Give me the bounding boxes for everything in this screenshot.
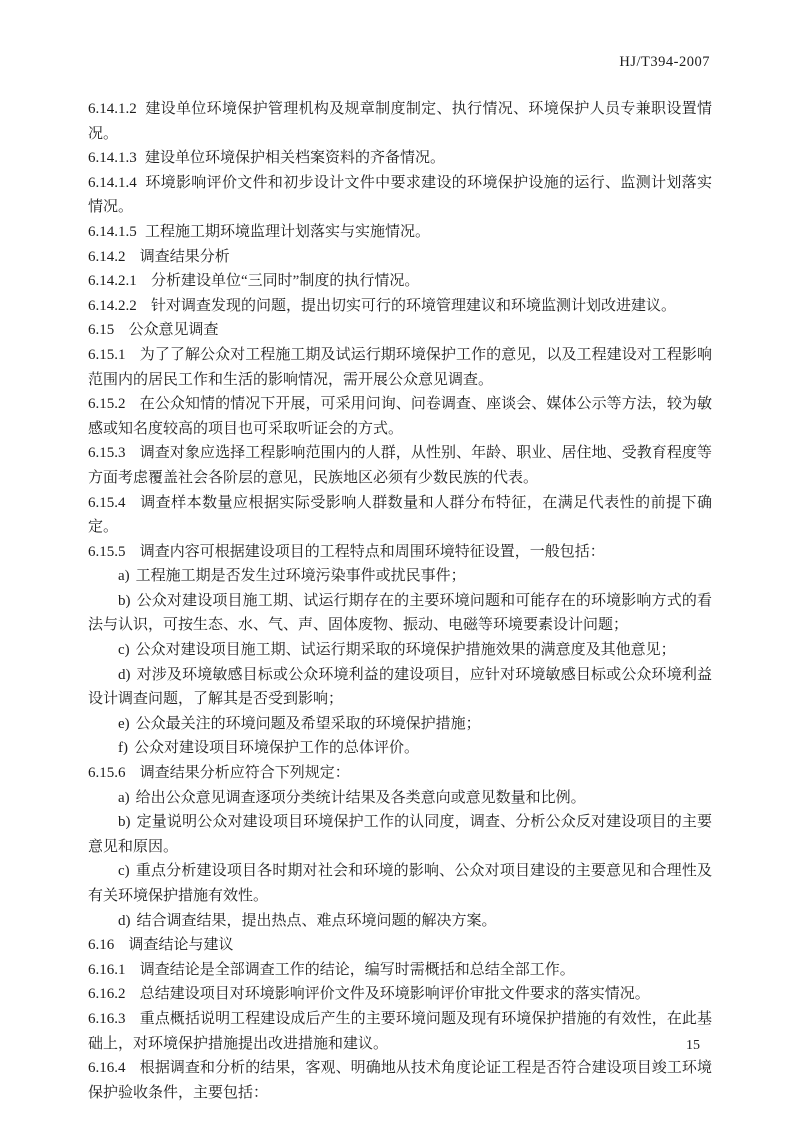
paragraph-text: 调查结果分析应符合下列规定： bbox=[139, 765, 350, 782]
section-number: 6.15.1 bbox=[88, 346, 126, 363]
section-number: 6.15.6 bbox=[88, 765, 126, 782]
paragraph-text: 给出公众意见调查逐项分类统计结果及各类意向或意见数量和比例。 bbox=[135, 789, 586, 806]
section-paragraph bbox=[88, 171, 712, 220]
section-paragraph bbox=[88, 146, 712, 171]
section-number: 6.16.2 bbox=[88, 986, 126, 1003]
list-item bbox=[88, 663, 712, 712]
section-paragraph bbox=[88, 97, 712, 146]
paragraph-text: 总结建设项目对环境影响评价文件及环境影响评价审批文件要求的落实情况。 bbox=[139, 986, 650, 1003]
list-item bbox=[88, 564, 712, 589]
section-number: 6.15.4 bbox=[88, 494, 126, 511]
list-item bbox=[88, 909, 712, 934]
paragraph-text: 公众对建设项目环境保护工作的总体评价。 bbox=[134, 740, 420, 757]
section-paragraph bbox=[88, 1007, 712, 1056]
section-number: 6.14.1.2 bbox=[88, 101, 137, 117]
section-paragraph bbox=[88, 491, 712, 540]
paragraph-text: 公众对建设项目施工期、试运行期存在的主要环境问题和可能存在的环境影响方式的看法与认识，可按生态、水、气、声、固体废物、振动、电磁等环境要素设计问题； bbox=[88, 592, 712, 634]
paragraph-text: 调查对象应选择工程影响范围内的人群，从性别、年龄、职业、居住地、受教育程度等方面考虑覆盖社会各阶层的意见，民族地区必须有少数民族的代表。 bbox=[88, 445, 712, 486]
section-number: 6.16.1 bbox=[88, 961, 126, 978]
paragraph-text: 定量说明公众对建设项目环境保护工作的认同度，调查、分析公众反对建设项目的主要意见和原因。 bbox=[88, 814, 712, 855]
paragraph-text: 建设单位环境保护管理机构及规章制度制定、执行情况、环境保护人员专兼职设置情况。 bbox=[88, 101, 712, 142]
paragraph-text: 结合调查结果，提出热点、难点环境问题的解决方案。 bbox=[136, 912, 497, 929]
paragraph-text: 调查样本数量应根据实际受影响人群数量和人群分布特征，在满足代表性的前提下确定。 bbox=[88, 494, 712, 536]
paragraph-text: 分析建设单位“三同时”制度的执行情况。 bbox=[151, 273, 420, 290]
section-number: d) bbox=[118, 666, 131, 683]
section-number: 6.14.2 bbox=[88, 248, 126, 265]
paragraph-text: 工程施工期是否发生过环境污染事件或扰民事件； bbox=[135, 568, 466, 585]
paragraph-text: 在公众知情的情况下开展，可采用问询、问卷调查、座谈会、媒体公示等方法，较为敏感或知名度较高的项目也可采取听证会的方式。 bbox=[88, 396, 712, 437]
list-item bbox=[88, 589, 712, 638]
document-body bbox=[88, 97, 712, 1105]
section-paragraph bbox=[88, 318, 712, 343]
list-item bbox=[88, 859, 712, 908]
section-number: 6.14.1.5 bbox=[88, 223, 137, 240]
section-paragraph bbox=[88, 269, 712, 294]
section-paragraph bbox=[88, 761, 712, 786]
section-paragraph bbox=[88, 441, 712, 490]
section-number: 6.15.5 bbox=[88, 543, 126, 560]
paragraph-text: 公众意见调查 bbox=[128, 322, 219, 339]
paragraph-text: 对涉及环境敏感目标或公众环境利益的建设项目，应针对环境敏感目标或公众环境利益设计调查问题，了解其是否受到影响； bbox=[88, 666, 712, 708]
section-paragraph bbox=[88, 982, 712, 1007]
paragraph-text: 调查结果分析 bbox=[139, 248, 230, 265]
section-number: 6.14.2.1 bbox=[88, 273, 137, 290]
running-header: HJ/T394-2007 bbox=[619, 54, 710, 70]
section-paragraph bbox=[88, 933, 712, 958]
list-item bbox=[88, 736, 712, 761]
section-number: 6.15.2 bbox=[88, 396, 126, 413]
section-paragraph bbox=[88, 343, 712, 392]
section-paragraph bbox=[88, 294, 712, 319]
paragraph-text: 针对调查发现的问题，提出切实可行的环境管理建议和环境监测计划改进建议。 bbox=[151, 297, 677, 314]
paragraph-text: 调查内容可根据建设项目的工程特点和周围环境特征设置，一般包括： bbox=[139, 543, 605, 560]
section-number: b) bbox=[118, 592, 131, 609]
section-paragraph bbox=[88, 220, 712, 245]
list-item bbox=[88, 712, 712, 737]
section-number: d) bbox=[118, 912, 131, 929]
paragraph-text: 公众对建设项目施工期、试运行期采取的环境保护措施效果的满意度及其他意见； bbox=[135, 642, 676, 659]
section-paragraph bbox=[88, 540, 712, 565]
section-paragraph bbox=[88, 392, 712, 441]
paragraph-text: 环境影响评价文件和初步设计文件中要求建设的环境保护设施的运行、监测计划落实情况。 bbox=[88, 174, 712, 216]
section-number: a) bbox=[118, 568, 130, 585]
section-number: f) bbox=[118, 740, 128, 757]
paragraph-text: 公众最关注的环境问题及希望采取的环境保护措施； bbox=[135, 715, 481, 732]
paragraph-text: 调查结论是全部调查工作的结论，编写时需概括和总结全部工作。 bbox=[139, 961, 575, 978]
section-paragraph bbox=[88, 958, 712, 983]
paragraph-text: 重点概括说明工程建设成后产生的主要环境问题及现有环境保护措施的有效性，在此基础上，对环境保护措施提出改进措施和建议。 bbox=[88, 1010, 712, 1052]
section-paragraph bbox=[88, 1056, 712, 1105]
section-number: b) bbox=[118, 814, 131, 831]
paragraph-text: 建设单位环境保护相关档案资料的齐备情况。 bbox=[145, 150, 446, 167]
section-number: 6.14.1.3 bbox=[88, 150, 137, 167]
section-number: c) bbox=[118, 863, 130, 880]
paragraph-text: 重点分析建设项目各时期对社会和环境的影响、公众对项目建设的主要意见和合理性及有关环境保护措施有效性。 bbox=[88, 863, 712, 904]
paragraph-text: 为了了解公众对工程施工期及试运行期环境保护工作的意见，以及工程建设对工程影响范围内的居民工作和生活的影响情况，需开展公众意见调查。 bbox=[88, 346, 712, 388]
section-number: 6.15.3 bbox=[88, 445, 126, 462]
section-number: 6.14.1.4 bbox=[88, 174, 137, 191]
paragraph-text: 工程施工期环境监理计划落实与实施情况。 bbox=[145, 223, 431, 240]
section-number: c) bbox=[118, 642, 130, 659]
list-item bbox=[88, 786, 712, 811]
section-number: 6.16.4 bbox=[88, 1060, 126, 1077]
list-item bbox=[88, 810, 712, 859]
section-number: 6.14.2.2 bbox=[88, 297, 137, 314]
section-paragraph bbox=[88, 245, 712, 270]
paragraph-text: 调查结论与建议 bbox=[128, 937, 234, 954]
page-number: 15 bbox=[686, 1038, 700, 1053]
section-number: 6.15 bbox=[88, 322, 115, 339]
paragraph-text: 根据调查和分析的结果，客观、明确地从技术角度论证工程是否符合建设项目竣工环境保护验收条件，主要包括： bbox=[88, 1060, 712, 1101]
list-item bbox=[88, 638, 712, 663]
section-number: 6.16.3 bbox=[88, 1010, 126, 1027]
section-number: e) bbox=[118, 715, 130, 732]
section-number: 6.16 bbox=[88, 937, 115, 954]
section-number: a) bbox=[118, 789, 130, 806]
